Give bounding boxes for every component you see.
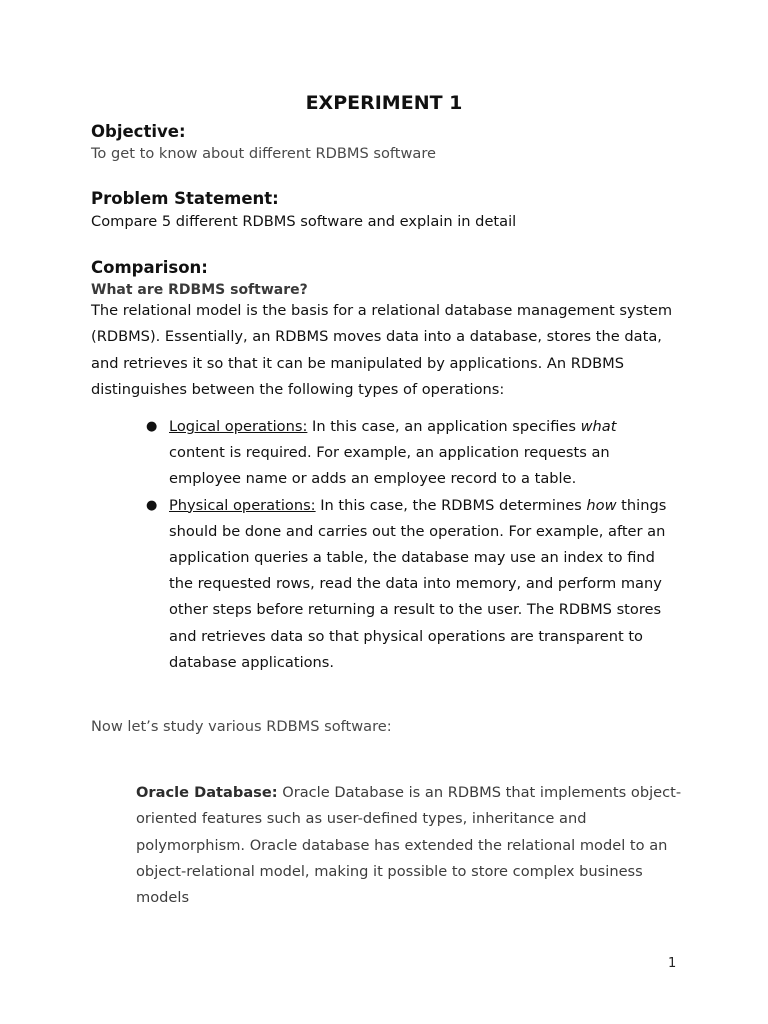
physical-operations-text-pre: In this case, the RDBMS determines xyxy=(315,496,587,514)
logical-operations-term: Logical operations: xyxy=(169,418,308,435)
objective-heading: Objective: xyxy=(91,122,186,141)
page-title: EXPERIMENT 1 xyxy=(305,92,463,114)
problem-statement-heading: Problem Statement: xyxy=(91,189,279,208)
list-item-physical-operations xyxy=(146,493,676,676)
oracle-database-label: Oracle Database: xyxy=(136,784,278,801)
oracle-database-paragraph xyxy=(136,780,684,911)
page-number: 1 xyxy=(668,956,677,971)
physical-operations-text-post: things should be done and carries out the operation. For example, after an application queries a table, the database may use an index to find the requested rows, read the data into memory, and perform many other steps before returning a result to the user. The RDBMS stores and retrieves data so that physical operations are transparent to database applications. xyxy=(169,496,667,671)
physical-operations-emphasis: how xyxy=(586,496,617,514)
comparison-intro: The relational model is the basis for a relational database management system (RDBMS). Essentially, an RDBMS moves data into a database, stores the data, and retrieves it so that it can be manipulated by applications. An RDBMS distinguishes between the following types of operations: xyxy=(91,302,673,398)
physical-operations-term: Physical operations: xyxy=(169,496,316,514)
bullet-icon: ● xyxy=(146,497,158,513)
bullet-icon: ● xyxy=(146,419,158,434)
logical-operations-text-pre: In this case, an application specifies xyxy=(307,418,581,435)
study-intro: Now let’s study various RDBMS software: xyxy=(91,718,392,735)
problem-statement-text: Compare 5 different RDBMS software and explain in detail xyxy=(91,213,517,230)
comparison-subheading: What are RDBMS software? xyxy=(91,282,308,298)
logical-operations-emphasis: what xyxy=(580,418,617,435)
objective-text: To get to know about different RDBMS software xyxy=(91,145,437,162)
operations-list xyxy=(146,414,676,676)
oracle-database-text: Oracle Database is an RDBMS that implements object-oriented features such as user-defined types, inheritance and polymorphism. Oracle database has extended the relational model to an object-relational model, making it possible to store complex business models xyxy=(136,784,682,907)
logical-operations-text-post: content is required. For example, an application requests an employee name or adds an employee record to a table. xyxy=(169,444,610,488)
list-item-logical-operations xyxy=(146,414,676,493)
comparison-heading: Comparison: xyxy=(91,258,208,277)
